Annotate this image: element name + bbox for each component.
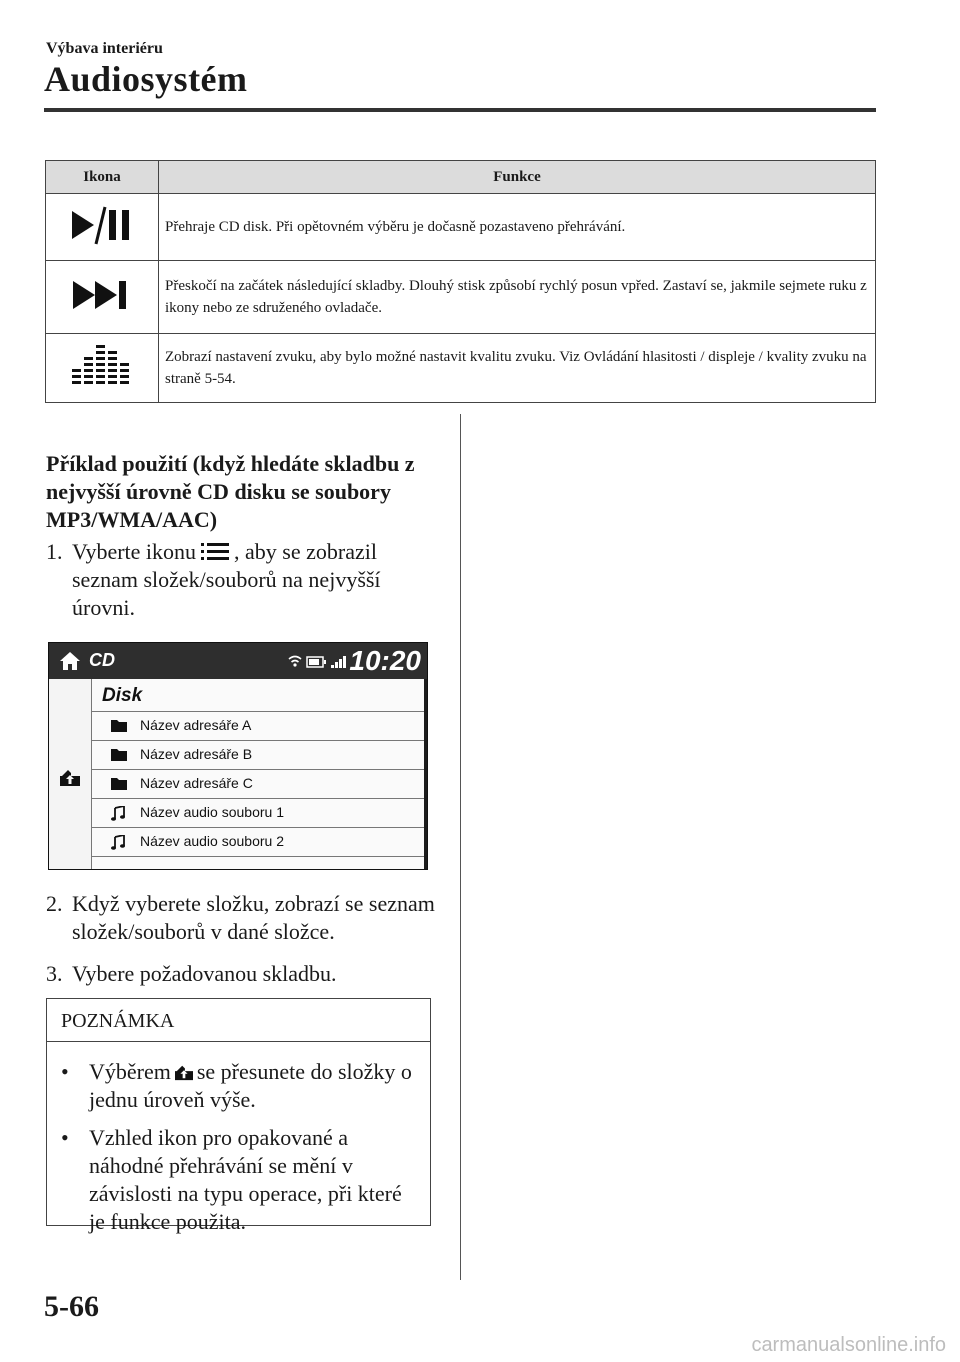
list-item-label: Název audio souboru 2 [140, 833, 284, 849]
folder-icon [111, 719, 127, 732]
icon-function-table [45, 160, 876, 403]
table-cell-description: Přehraje CD disk. Při opětovném výběru je dočasně pozastaveno přehrávání. [159, 194, 876, 261]
page-title: Audiosystém [44, 59, 248, 99]
skip-next-icon [69, 275, 135, 315]
steps-top [46, 538, 446, 636]
note-bullet-2 [61, 1124, 418, 1236]
col-header-function: Funkce [159, 161, 876, 194]
step-3-text: Vybere požadovanou skladbu. [72, 961, 337, 986]
steps-bottom [46, 890, 446, 1002]
status-icons [287, 654, 349, 670]
list-item-label: Název adresáře A [140, 717, 252, 733]
folder-icon [111, 777, 127, 790]
list-item-label: Název adresáře B [140, 746, 253, 762]
note-bullet-1-after: se přesunete do složky o jednu úroveň výše. [89, 1059, 412, 1112]
music-note-icon [111, 806, 125, 821]
page-number: 5-66 [44, 1290, 99, 1323]
list-item[interactable] [92, 712, 424, 741]
col-header-icon: Ikona [46, 161, 159, 194]
note-bullet-1 [61, 1058, 418, 1114]
file-list [92, 679, 424, 869]
folder-up-icon [174, 1063, 194, 1081]
note-box [46, 998, 431, 1234]
note-bullet-1-before: Výběrem [89, 1059, 171, 1084]
bullet-mark: • [61, 1059, 69, 1084]
title-rule [44, 108, 876, 112]
cd-screen [48, 642, 428, 870]
equalizer-icon [72, 341, 132, 391]
list-item[interactable] [92, 770, 424, 799]
note-bullet-2-text: Vzhled ikon pro opakované a náhodné přehrávání se mění v závislosti na typu operace, při které je funkce použita. [89, 1125, 402, 1234]
folder-icon [111, 748, 127, 761]
column-divider [460, 414, 461, 1280]
list-item[interactable] [92, 741, 424, 770]
list-item-label: Název adresáře C [140, 775, 253, 791]
folder-up-icon[interactable] [59, 767, 81, 787]
list-icon [200, 542, 230, 562]
step-number: 2. [46, 891, 63, 916]
note-title: POZNÁMKA [47, 999, 430, 1042]
table-cell-description: Přeskočí na začátek následující skladby. Dlouhý stisk způsobí rychlý posun vpřed. Zastaví se, jakmile sejmete ruku z ikony nebo ze sdruženého ovladače. [159, 261, 876, 334]
step-2-text: Když vyberete složku, zobrazí se seznam složek/souborů v dané složce. [72, 891, 435, 944]
step-3 [46, 960, 446, 988]
note-body [47, 1042, 430, 1236]
list-item[interactable] [92, 828, 424, 857]
list-item[interactable] [92, 799, 424, 828]
screen-left-panel [49, 679, 92, 869]
list-empty-row [92, 857, 424, 867]
music-note-icon [111, 835, 125, 850]
watermark: carmanualsonline.info [751, 1334, 946, 1356]
play-pause-icon [67, 202, 137, 248]
screen-status-bar [49, 643, 427, 679]
step-1 [46, 538, 446, 622]
step-1-text-after: , aby se zobrazil seznam složek/souborů na nejvyšší úrovni. [72, 539, 381, 620]
step-1-text-before: Vyberte ikonu [72, 539, 197, 564]
clock: 10:20 [349, 645, 421, 676]
list-title: Disk [92, 679, 424, 712]
section-label: Výbava interiéru [46, 40, 163, 57]
table-row [46, 194, 876, 261]
step-2 [46, 890, 446, 946]
table-cell-description: Zobrazí nastavení zvuku, aby bylo možné nastavit kvalitu zvuku. Viz Ovládání hlasitosti / displeje / kvality zvuku na straně 5-54. [159, 334, 876, 403]
source-label: CD [89, 650, 115, 670]
example-heading: Příklad použití (když hledáte skladbu z nejvyšší úrovně CD disku se soubory MP3/WMA/AAC) [46, 451, 415, 532]
table-row [46, 261, 876, 334]
list-item-label: Název audio souboru 1 [140, 804, 284, 820]
step-number: 1. [46, 539, 63, 564]
step-number: 3. [46, 961, 63, 986]
table-row [46, 334, 876, 403]
home-icon[interactable] [59, 651, 81, 671]
bullet-mark: • [61, 1125, 69, 1150]
